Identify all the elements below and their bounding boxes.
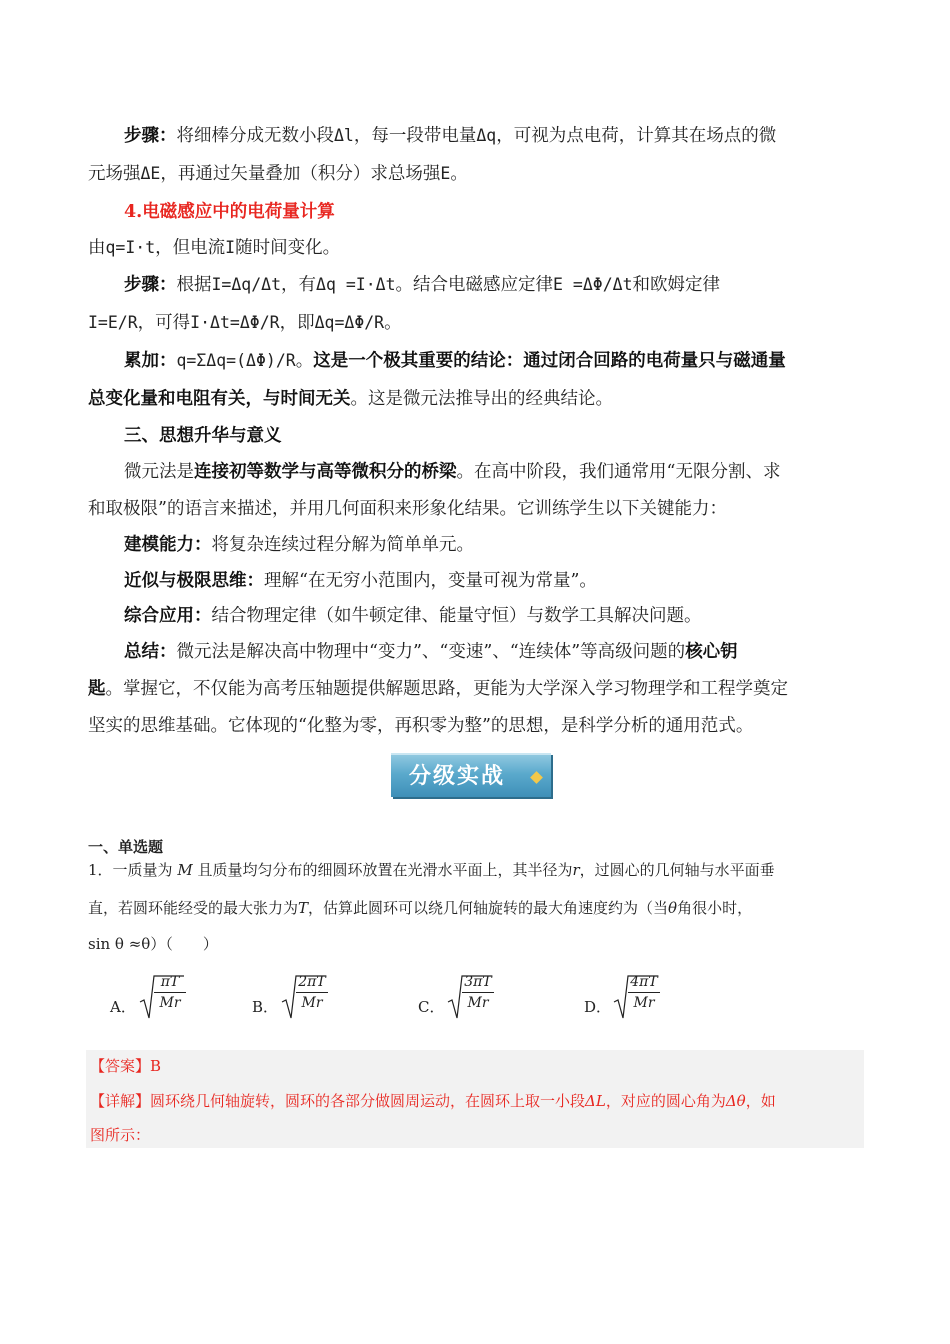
text: ，估算此圆环可以绕几何轴旋转的最大角速度约为（当 — [308, 899, 669, 917]
math-text: q=I·t — [105, 238, 156, 257]
text: 。这是微元法推导出的经典结论。 — [350, 389, 613, 409]
math-var: T — [298, 899, 309, 917]
text: 直，若圆环能经受的最大张力为 — [88, 899, 299, 917]
text: 根据 — [176, 275, 212, 295]
diamond-icon — [530, 771, 543, 784]
text: 微元法是 — [124, 462, 194, 482]
text: 随时间变化。 — [235, 238, 341, 258]
denominator: Mr — [159, 995, 181, 1011]
text: 。结合电磁感应定律 — [395, 275, 554, 295]
math-var: M — [177, 861, 193, 879]
text: 。 — [450, 164, 468, 184]
bold-label: 综合应用： — [124, 606, 212, 626]
text: 元场强 — [88, 164, 141, 184]
paragraph-line — [124, 604, 860, 628]
math-text: I — [225, 238, 236, 257]
paragraph-line — [88, 677, 860, 701]
question-line — [88, 897, 860, 919]
text: 由 — [88, 238, 106, 258]
math-text: Δq=ΔΦ/R — [314, 313, 385, 332]
numerator: πT — [154, 972, 186, 993]
text: 和欧姆定律 — [632, 275, 721, 295]
math-text: Δl — [334, 126, 354, 145]
text: 。 — [384, 313, 402, 333]
fraction — [462, 972, 494, 1013]
math-text: E — [440, 164, 451, 183]
text: ，每一段带电量 — [353, 126, 477, 146]
text: ，有 — [281, 275, 317, 295]
answer-label: 【答案】 — [90, 1057, 151, 1075]
bold-label: 步骤： — [124, 275, 177, 295]
fraction — [154, 972, 186, 1013]
paragraph-line — [88, 162, 860, 186]
math-text: Δq — [476, 126, 497, 145]
denominator: Mr — [633, 995, 655, 1011]
text: 将细棒分成无数小段 — [176, 126, 334, 146]
denominator: Mr — [467, 995, 489, 1011]
paragraph-line — [124, 273, 860, 297]
question-line — [88, 933, 860, 955]
bold-text: 核心钥 — [685, 642, 738, 662]
math-var: θ — [668, 899, 678, 917]
math-var: Δθ — [725, 1092, 746, 1110]
section-banner — [391, 753, 551, 797]
answer-value: B — [150, 1057, 162, 1075]
numerator: 2πT — [296, 972, 328, 993]
detail-line: 图所示： — [90, 1126, 151, 1144]
text: 。在高中阶段，我们通常用“无限分割、求 — [456, 462, 781, 482]
paragraph-line — [124, 569, 860, 593]
text: 微元法是解决高中物理中“变力”、“变速”、“连续体”等高级问题的 — [176, 642, 686, 662]
bold-text: 匙 — [88, 679, 106, 699]
section-heading-3: 三、思想升华与意义 — [124, 426, 282, 446]
text: 1．一质量为 — [88, 861, 173, 879]
bold-text: 总变化量和电阻有关，与时间无关 — [88, 389, 351, 409]
text: ，可得 — [137, 313, 191, 333]
denominator: Mr — [301, 995, 323, 1011]
text: ，可视为点电荷，计算其在场点的微 — [496, 126, 777, 146]
bold-label: 步骤： — [124, 126, 177, 146]
bold-text: 连接初等数学与高等微积分的桥梁 — [194, 462, 457, 482]
math-text: sin θ ≈θ — [88, 935, 151, 953]
paragraph-line — [124, 533, 860, 557]
text: 。 — [295, 351, 314, 371]
text: 结合物理定律（如牛顿定律、能量守恒）与数学工具解决问题。 — [211, 606, 702, 626]
option-letter: C． — [418, 998, 445, 1016]
option-letter: D． — [584, 998, 612, 1016]
text: ，对应的圆心角为 — [605, 1092, 726, 1110]
text: 角很小时， — [677, 899, 753, 917]
detail-line — [90, 1090, 776, 1112]
question-line — [88, 859, 860, 881]
math-text: ΔE — [140, 164, 161, 183]
banner-label: 分级实战 — [409, 764, 506, 789]
text: ）（ ） — [150, 935, 218, 953]
paragraph-line: 和取极限”的语言来描述，并用几何面积来形象化结果。它训练学生以下关键能力： — [88, 499, 727, 519]
math-text: Δq =I·Δt — [316, 275, 396, 294]
section-title: 一、单选题 — [88, 838, 164, 856]
math-text: I·Δt=ΔΦ/R — [190, 313, 280, 332]
numerator: 4πT — [628, 972, 660, 993]
fraction — [296, 972, 328, 1013]
paragraph-line — [88, 387, 860, 411]
paragraph-line — [124, 124, 860, 148]
text: ，但电流 — [155, 238, 226, 258]
bold-label: 总结： — [124, 642, 177, 662]
paragraph-line — [88, 236, 860, 260]
math-var: ΔL — [585, 1092, 606, 1110]
bold-label: 累加： — [124, 351, 177, 371]
math-text: I=Δq/Δt — [211, 275, 282, 294]
answer-line — [90, 1055, 161, 1077]
text: ，如 — [745, 1092, 776, 1110]
option-letter: B． — [252, 998, 279, 1016]
text: ，再通过矢量叠加（积分）求总场强 — [160, 164, 441, 184]
numerator: 3πT — [462, 972, 494, 993]
text: 理解“在无穷小范围内，变量可视为常量”。 — [264, 571, 597, 591]
fraction — [628, 972, 660, 1013]
paragraph-line — [88, 311, 860, 335]
text: 。掌握它，不仅能为高考压轴题提供解题思路，更能为大学深入学习物理学和工程学奠定 — [105, 679, 788, 699]
text: ，过圆心的几何轴与水平面垂 — [579, 861, 775, 879]
math-text: I=E/R — [88, 313, 138, 332]
math-var: r — [572, 861, 580, 879]
option-letter: A． — [110, 998, 136, 1016]
math-text: E =ΔΦ/Δt — [553, 275, 633, 294]
text: 将复杂连续过程分解为简单单元。 — [211, 535, 474, 555]
bold-text: 这是一个极其重要的结论：通过闭合回路的电荷量只与磁通量 — [313, 351, 786, 371]
math-text: q=ΣΔq=(ΔΦ)/R — [176, 351, 296, 370]
paragraph-line — [124, 640, 860, 664]
paragraph-line — [124, 460, 860, 484]
text: 圆环绕几何轴旋转，圆环的各部分做圆周运动，在圆环上取一小段 — [150, 1092, 586, 1110]
text: ，即 — [279, 313, 315, 333]
section-heading-4: 4.电磁感应中的电荷量计算 — [124, 202, 335, 222]
paragraph-line — [124, 349, 860, 373]
detail-label: 【详解】 — [90, 1092, 151, 1110]
text: 且质量均匀分布的细圆环放置在光滑水平面上，其半径为 — [197, 861, 573, 879]
bold-label: 建模能力： — [124, 535, 212, 555]
bold-label: 近似与极限思维： — [124, 571, 264, 591]
paragraph-line: 坚实的思维基础。它体现的“化整为零，再积零为整”的思想，是科学分析的通用范式。 — [88, 716, 754, 736]
